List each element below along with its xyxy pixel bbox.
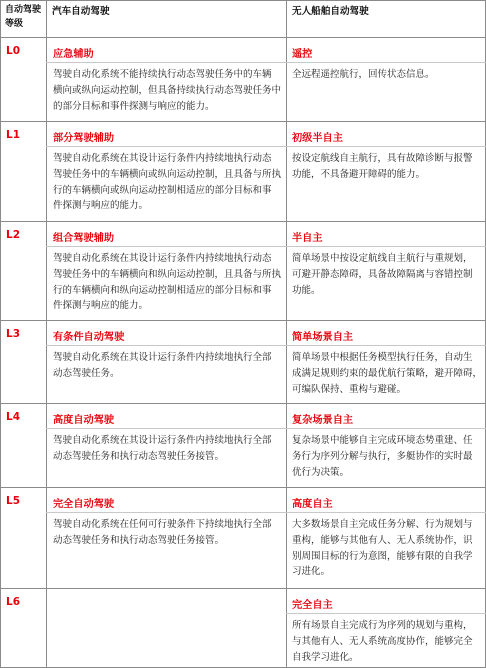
level-label: L4 bbox=[6, 411, 20, 423]
grid-line bbox=[286, 0, 287, 668]
grid-line bbox=[0, 487, 486, 488]
grid-line bbox=[0, 0, 486, 1]
ship-level-description: 简单场景中根据任务模型执行任务，自动生 成满足规则约束的最优航行策略，避开障碍， 可编队保持、重构与避碰。 bbox=[292, 352, 483, 395]
level-label: L5 bbox=[6, 495, 20, 507]
car-level-description: 驾驶自动化系统在其设计运行条件内持续地执行全部 动态驾驶任务和执行动态驾驶任务接管。 bbox=[53, 435, 272, 462]
grid-line bbox=[0, 403, 486, 404]
grid-line bbox=[0, 588, 486, 589]
car-level-description: 驾驶自动化系统不能持续执行动态驾驶任务中的车辆 横向或纵向运动控制，但具备持续执行动态驾驶任务中 的部分目标和事件探测与响应的能力。 bbox=[53, 69, 282, 112]
level-label: L6 bbox=[6, 596, 20, 608]
car-level-title: 有条件自动驾驶 bbox=[53, 332, 125, 343]
car-level-description: 驾驶自动化系统在其设计运行条件内持续地执行动态 驾驶任务中的车辆横向或纵向运动控制，且具备与所执 行的车辆横向或纵向运动控制相适应的部分目标和事 件探测与响应的能力。 bbox=[53, 153, 282, 212]
header-level: 自动驾驶 等级 bbox=[5, 5, 42, 29]
header-car: 汽车自动驾驶 bbox=[52, 6, 110, 17]
ship-level-description: 所有场景自主完成行为序列的规划与重构， 与其他有人、无人系统高度协作，能够完全 自我学习进化。 bbox=[292, 620, 473, 663]
ship-level-description: 按设定航线自主航行，具有故障诊断与报警 功能，不具备避开障碍的能力。 bbox=[292, 153, 473, 180]
car-level-title: 组合驾驶辅助 bbox=[53, 233, 115, 244]
ship-level-title: 简单场景自主 bbox=[292, 332, 354, 343]
table-header bbox=[0, 0, 486, 37]
level-label: L3 bbox=[6, 328, 20, 340]
sub-divider bbox=[46, 246, 486, 247]
sub-divider bbox=[46, 428, 486, 429]
sub-divider bbox=[46, 345, 486, 346]
ship-level-title: 复杂场景自主 bbox=[292, 415, 354, 426]
sub-divider bbox=[286, 613, 486, 614]
ship-level-title: 半自主 bbox=[292, 233, 323, 244]
car-level-description: 驾驶自动化系统在其设计运行条件内持续地执行全部 动态驾驶任务。 bbox=[53, 352, 272, 379]
car-level-title: 完全自动驾驶 bbox=[53, 499, 115, 510]
level-label: L0 bbox=[6, 45, 20, 57]
car-level-description: 驾驶自动化系统在其设计运行条件内持续地执行动态 驾驶任务中的车辆横向和纵向运动控制，且具备与所执 行的车辆横向和纵向运动控制相适应的部分目标和事 件探测与响应的能力。 bbox=[53, 253, 282, 312]
ship-level-description: 简单场景中按设定航线自主航行与重规划， 可避开静态障碍，具备故障隔离与容错控制 功能。 bbox=[292, 253, 473, 296]
sub-divider bbox=[46, 512, 486, 513]
ship-level-description: 全远程遥控航行，回传状态信息。 bbox=[292, 69, 435, 80]
grid-line bbox=[0, 320, 486, 321]
car-level-title: 应急辅助 bbox=[53, 49, 94, 60]
level-label: L1 bbox=[6, 129, 20, 141]
car-level-title: 部分驾驶辅助 bbox=[53, 133, 115, 144]
ship-level-title: 高度自主 bbox=[292, 499, 333, 510]
grid-line bbox=[0, 37, 486, 38]
car-level-title: 高度自动驾驶 bbox=[53, 415, 115, 426]
grid-line bbox=[46, 0, 47, 668]
grid-line bbox=[0, 221, 486, 222]
sub-divider bbox=[46, 146, 486, 147]
ship-level-title: 初级半自主 bbox=[292, 133, 343, 144]
sub-divider bbox=[46, 62, 486, 63]
car-level-description: 驾驶自动化系统在任何可行驶条件下持续地执行全部 动态驾驶任务和执行动态驾驶任务接管。 bbox=[53, 519, 272, 546]
level-label: L2 bbox=[6, 229, 20, 241]
ship-level-title: 遥控 bbox=[292, 49, 313, 60]
grid-line bbox=[0, 121, 486, 122]
ship-level-description: 复杂场景中能够自主完成环境态势重建、任 务行为序列分解与执行，多艇协作的实时最 优行为决策。 bbox=[292, 435, 473, 478]
ship-level-title: 完全自主 bbox=[292, 600, 333, 611]
ship-level-description: 大多数场景自主完成任务分解、行为规划与 重构，能够与其他有人、无人系统协作，识 别周围目标的行为意图，能够有限的自我学 习进化。 bbox=[292, 519, 473, 578]
grid-line bbox=[0, 0, 1, 668]
header-ship: 无人船舶自动驾驶 bbox=[292, 6, 369, 17]
